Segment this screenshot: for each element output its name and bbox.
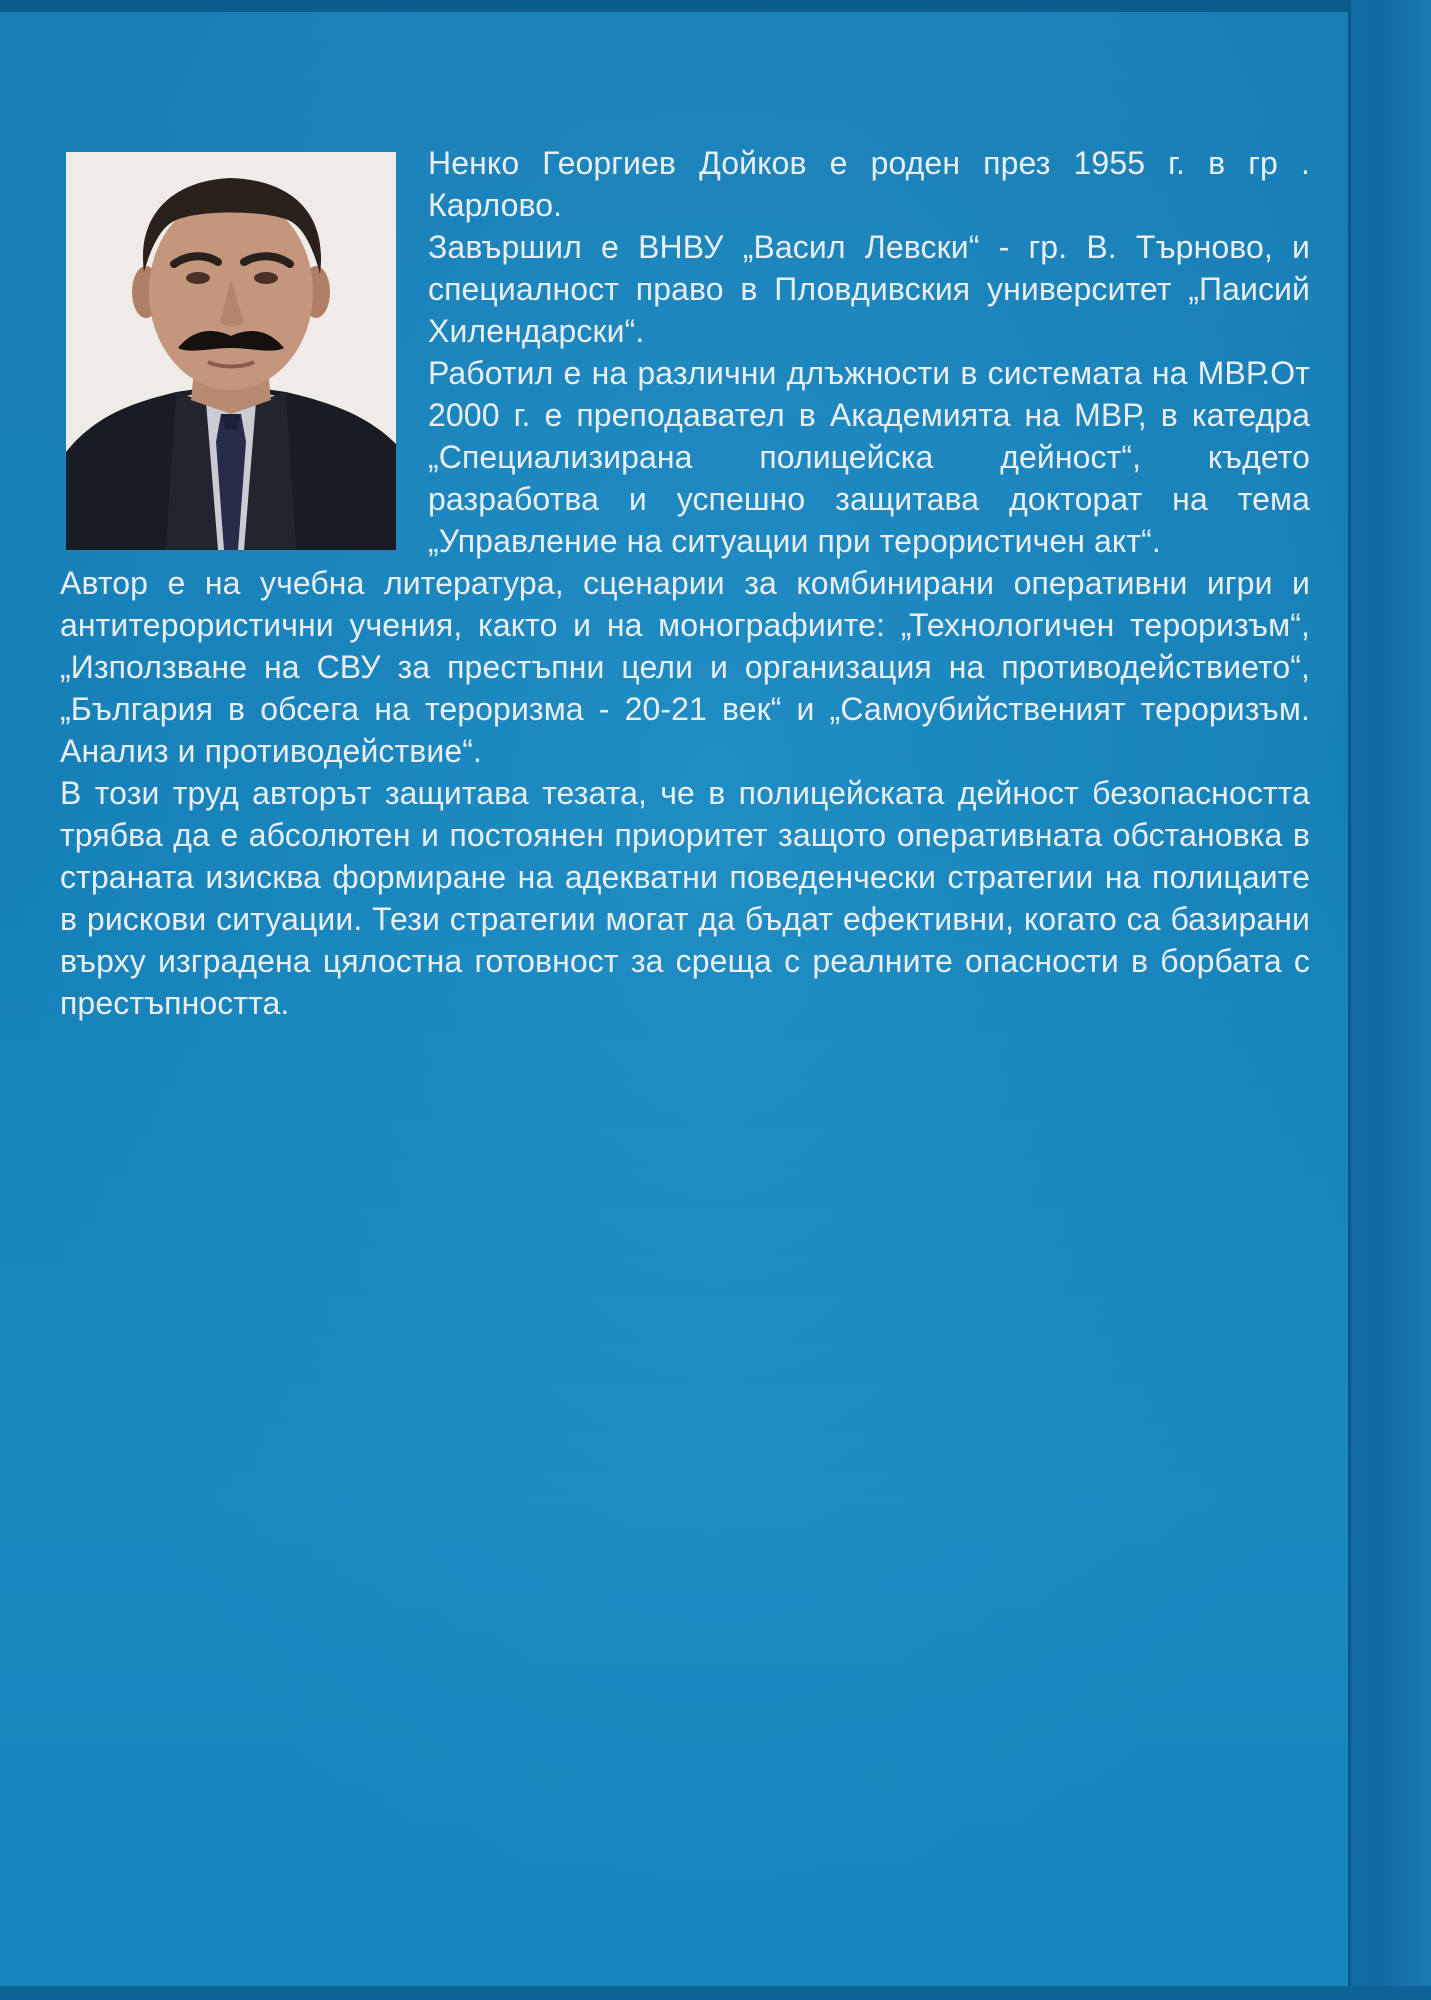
bio-paragraph-publications: Автор е на учебна литература, сценарии за комбинирани оперативни игри и антитерористични учения, както и на монографиите: „Технологичен тероризъм“, „Използване на СВУ за престъпни цели и организация на противодействието“, „България в обсега на тероризма - 20-21 век“ и „Самоубийственият тероризъм. Анализ и противодействие“. <box>60 565 1310 769</box>
bio-paragraph-career: Работил е на различни длъжности в системата на МВР.От 2000 г. е преподавател в Академията на МВР, в катедра „Специализирана полицейска дейност“, където разработва и успешно защитава докторат на тема „Управление на ситуации при терористичен акт“. <box>428 355 1310 559</box>
book-spine <box>1348 0 1431 2000</box>
book-summary-paragraph: В този труд авторът защитава тезата, че в полицейската дейност безопасността трябва да е абсолютен и постоянен приоритет защото оперативната обстановка в страната изисква формиране на адекватни поведенчески стратегии на полицаите в рискови ситуации. Тези стратегии могат да бъдат ефективни, когато са базирани върху изградена цялостна готовност за среща с реалните опасности в борбата с престъпността. <box>60 775 1310 1021</box>
bio-paragraph-birth: Ненко Георгиев Дойков е роден през 1955 г. в гр . Карлово. <box>428 145 1310 223</box>
author-biography <box>60 142 1310 1024</box>
photo-text-wrap-spacer <box>60 142 428 560</box>
cover-top-edge <box>0 0 1431 12</box>
bio-paragraph-education: Завършил е ВНВУ „Васил Левски“ - гр. В. Търново, и специалност право в Пловдивския университет „Паисий Хилендарски“. <box>428 229 1310 349</box>
cover-bottom-edge <box>0 1986 1431 2000</box>
